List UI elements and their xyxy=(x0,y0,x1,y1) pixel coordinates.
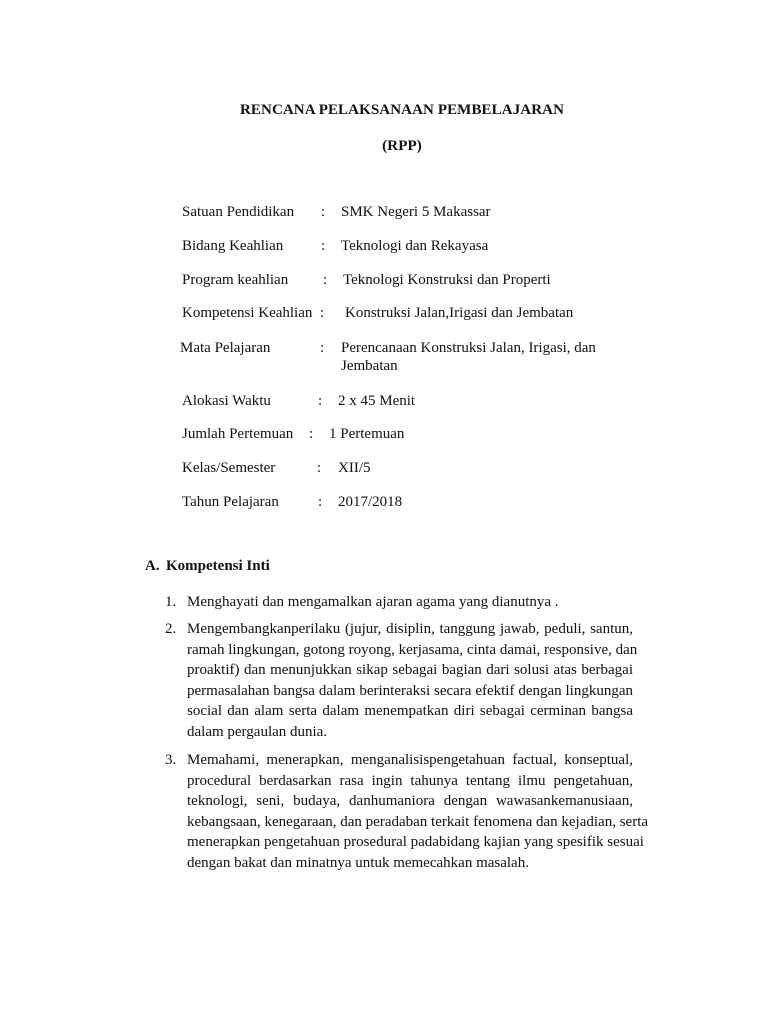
identity-colon: : xyxy=(321,238,326,254)
identity-colon: : xyxy=(320,305,325,321)
list-item-line: ramah lingkungan, gotong royong, kerjasama, cinta damai, responsive, dan xyxy=(187,641,638,658)
identity-value: Konstruksi Jalan,Irigasi dan Jembatan xyxy=(345,305,574,321)
identity-label: Satuan Pendidikan xyxy=(182,204,295,220)
list-item-line: Mengembangkanperilaku (jujur, disiplin, tanggung jawab, peduli, santun, xyxy=(187,621,633,637)
identity-colon: : xyxy=(323,272,328,288)
list-item-line: teknologi, seni, budaya, danhumaniora dengan wawasankemanusiaan, xyxy=(187,793,633,809)
document-subtitle: (RPP) xyxy=(382,138,422,154)
identity-value: Teknologi dan Rekayasa xyxy=(341,238,489,254)
identity-colon: : xyxy=(309,426,314,442)
identity-label: Program keahlian xyxy=(182,272,289,288)
identity-value-continued: Jembatan xyxy=(341,358,398,374)
list-item-line: dengan bakat dan minatnya untuk memecahkan masalah. xyxy=(187,854,529,871)
identity-value: Perencanaan Konstruksi Jalan, Irigasi, dan xyxy=(341,340,596,356)
list-item-line: social dan alam serta dalam menempatkan diri sebagai cerminan bangsa xyxy=(187,703,633,719)
list-item-line: dalam pergaulan dunia. xyxy=(187,723,328,740)
section-title: Kompetensi Inti xyxy=(166,558,270,574)
document-title: RENCANA PELAKSANAAN PEMBELAJARAN xyxy=(239,102,565,118)
identity-value: XII/5 xyxy=(338,460,371,476)
identity-colon: : xyxy=(321,204,326,220)
identity-label: Jumlah Pertemuan xyxy=(182,426,294,442)
identity-label: Bidang Keahlian xyxy=(182,238,284,254)
list-item-text xyxy=(187,592,633,613)
identity-value: Teknologi Konstruksi dan Properti xyxy=(343,272,551,288)
list-item-text xyxy=(187,750,649,873)
list-item-number: 3. xyxy=(165,752,177,768)
list-item-number: 2. xyxy=(165,621,177,637)
identity-colon: : xyxy=(318,494,323,510)
identity-colon: : xyxy=(318,393,323,409)
identity-label: Tahun Pelajaran xyxy=(182,494,279,510)
list-item-line: Memahami, menerapkan, menganalisispengetahuan factual, konseptual, xyxy=(187,752,633,768)
identity-value: 1 Pertemuan xyxy=(329,426,405,442)
identity-colon: : xyxy=(317,460,322,476)
list-item-line: procedural berdasarkan rasa ingin tahunya tentang ilmu pengetahuan, xyxy=(187,772,633,789)
list-item-line: proaktif) dan menunjukkan sikap sebagai bagian dari solusi atas berbagai xyxy=(187,662,633,678)
identity-label: Kompetensi Keahlian xyxy=(182,305,313,321)
list-item-text xyxy=(187,619,638,742)
identity-label: Kelas/Semester xyxy=(182,460,276,476)
identity-label: Alokasi Waktu xyxy=(182,393,271,409)
list-item-number: 1. xyxy=(165,594,177,610)
list-item-line: menerapkan pengetahuan prosedural padabidang kajian yang spesifik sesuai xyxy=(187,834,644,850)
identity-label: Mata Pelajaran xyxy=(180,340,271,356)
identity-value: SMK Negeri 5 Makassar xyxy=(341,204,491,220)
list-item-line: permasalahan bangsa dalam berinteraksi secara efektif dengan lingkungan xyxy=(187,682,633,699)
list-item-line: kebangsaan, kenegaraan, dan peradaban terkait fenomena dan kejadian, serta xyxy=(187,813,649,830)
identity-colon: : xyxy=(320,340,325,356)
identity-value: 2 x 45 Menit xyxy=(338,393,416,409)
identity-value: 2017/2018 xyxy=(338,494,403,510)
list-item-line: Menghayati dan mengamalkan ajaran agama yang dianutnya . xyxy=(187,594,559,610)
section-letter: A. xyxy=(145,558,160,574)
